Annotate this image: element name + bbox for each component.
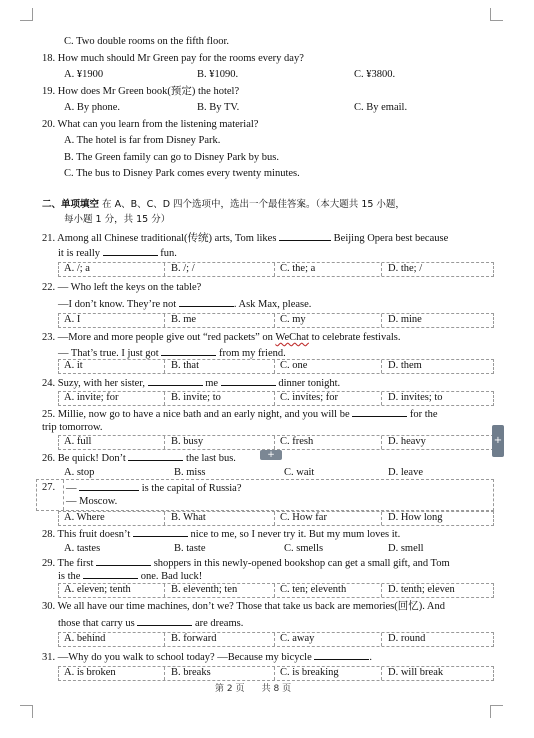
q24-text-c: dinner tonight. [278, 378, 341, 389]
add-inline-button[interactable]: + [260, 450, 282, 460]
q23-text-a: 23. —More and more people give out “red packets” on [42, 332, 273, 343]
q23-text-d: from my friend. [218, 348, 286, 359]
q28-blank [133, 527, 188, 537]
q24-blank-1 [148, 376, 203, 386]
crop-mark-bottom-right [490, 705, 503, 718]
q22-text-a: —I don’t know. They’re not [58, 299, 177, 310]
q19-option-c: C. By email. [354, 102, 408, 113]
q25-options-row [58, 435, 494, 450]
q21-stem-line2 [58, 246, 177, 260]
q23-text-b: to celebrate festivals. [311, 332, 401, 343]
q23-wechat-word: WeChat [275, 332, 309, 343]
section-2-instructions: 在 A、B、C、D 四个选项中，选出一个最佳答案。（本大题共 15 小题， [102, 199, 405, 210]
q30-blank [137, 616, 192, 626]
q31-text-b: . [369, 652, 372, 663]
q30-text-a: those that carry us [58, 618, 135, 629]
q24-option-b[interactable]: B. invite; to [171, 392, 221, 403]
q19-option-b: B. By TV. [197, 102, 240, 113]
q28-text-b: nice to me, so I never try it. But my mum loves it. [190, 529, 401, 540]
q26-option-b[interactable]: B. miss [174, 467, 206, 478]
q30-stem-line2 [58, 616, 243, 630]
q27-option-d[interactable]: D. How long [388, 512, 443, 523]
q18-stem: 18. How much should Mr Green pay for the rooms every day? [42, 53, 304, 64]
q31-option-d[interactable]: D. will break [388, 667, 444, 678]
q26-text-b: the last bus. [186, 453, 236, 464]
q27-text: is the capital of Russia? [141, 483, 242, 494]
q30-option-c[interactable]: C. away [280, 633, 315, 644]
q27-blank [79, 481, 139, 491]
q27-option-a[interactable]: A. Where [64, 512, 105, 523]
q21-text-a: 21. Among all Chinese traditional(传统) arts, Tom likes [42, 233, 277, 244]
q27-dash: — [66, 483, 77, 494]
q30-option-a[interactable]: A. behind [64, 633, 106, 644]
q23-options-row [58, 359, 494, 374]
page-footer [215, 681, 291, 694]
q25-blank [352, 407, 407, 417]
q23-text-c: — That’s true. I just got [58, 348, 159, 359]
q29-option-d[interactable]: D. tenth; eleven [388, 584, 455, 595]
q26-option-c[interactable]: C. wait [284, 467, 315, 478]
q21-option-d[interactable]: D. the; / [388, 263, 423, 274]
q25-text-a: 25. Millie, now go to have a nice bath and an early night, and you will be [42, 409, 350, 420]
crop-mark-top-right [490, 8, 503, 21]
q23-option-b[interactable]: B. that [171, 360, 199, 371]
q21-blank-2 [103, 246, 158, 256]
q24-text-b: me [205, 378, 219, 389]
q22-stem: 22. — Who left the keys on the table? [42, 282, 202, 293]
q29-text-a: 29. The first [42, 558, 94, 569]
q28-stem [42, 527, 400, 541]
q20-option-a: A. The hotel is far from Disney Park. [64, 135, 221, 146]
q29-text-c: is the [58, 571, 81, 582]
q21-text-b: Beijing Opera best because [333, 233, 449, 244]
q21-options-row [58, 262, 494, 277]
q19-option-a: A. By phone. [64, 102, 120, 113]
q29-option-c[interactable]: C. ten; eleventh [280, 584, 347, 595]
q25-option-b[interactable]: B. busy [171, 436, 204, 447]
q21-stem-line1 [42, 231, 448, 245]
q29-stem-line2 [58, 569, 202, 583]
q27-option-c[interactable]: C. How far [280, 512, 327, 523]
q25-option-d[interactable]: D. heavy [388, 436, 426, 447]
q31-option-a[interactable]: A. is broken [64, 667, 116, 678]
q19-stem: 19. How does Mr Green book(预定) the hotel? [42, 86, 240, 97]
section-2-instructions-2: 每小题 1 分，共 15 分） [64, 214, 171, 225]
q30-option-d[interactable]: D. round [388, 633, 426, 644]
q24-text-a: 24. Suzy, with her sister, [42, 378, 146, 389]
q28-option-c[interactable]: C. smells [284, 543, 324, 554]
q18-option-b: B. ¥1090. [197, 69, 239, 80]
q18-option-c: C. ¥3800. [354, 69, 396, 80]
q23-option-c[interactable]: C. one [280, 360, 308, 371]
crop-mark-bottom-left [20, 705, 33, 718]
q30-option-b[interactable]: B. forward [171, 633, 217, 644]
crop-mark-top-left [20, 8, 33, 21]
q27-stem [66, 481, 241, 495]
q31-text-a: 31. —Why do you walk to school today? —Because my bicycle [42, 652, 312, 663]
q28-option-a[interactable]: A. tastes [64, 543, 101, 554]
q31-option-c[interactable]: C. is breaking [280, 667, 339, 678]
q24-stem [42, 376, 340, 390]
q31-stem [42, 650, 372, 664]
q27-option-b[interactable]: B. What [171, 512, 206, 523]
q26-blank [128, 451, 183, 461]
q21-blank-1 [279, 231, 331, 241]
q21-text-c: it is really [58, 248, 100, 259]
q28-text-a: 28. This fruit doesn’t [42, 529, 131, 540]
q30-text-b: are dreams. [194, 618, 244, 629]
q29-blank-2 [83, 569, 138, 579]
q26-text-a: 26. Be quick! Don’t [42, 453, 126, 464]
q24-option-c[interactable]: C. invites; for [280, 392, 339, 403]
q17-option-c: C. Two double rooms on the fifth floor. [64, 36, 230, 47]
q20-option-b: B. The Green family can go to Disney Park by bus. [64, 152, 280, 163]
q26-option-d[interactable]: D. leave [388, 467, 423, 478]
q27-number: 27. [42, 482, 56, 493]
q24-blank-2 [221, 376, 276, 386]
q22-options-row [58, 313, 494, 328]
q21-text-d: fun. [160, 248, 177, 259]
q27-response: — Moscow. [66, 496, 118, 507]
q20-option-c: C. The bus to Disney Park comes every twenty minutes. [64, 168, 300, 179]
q29-blank-1 [96, 556, 151, 566]
q22-option-a[interactable]: A. I [64, 314, 81, 325]
q25-option-c[interactable]: C. fresh [280, 436, 314, 447]
q23-response [58, 346, 286, 360]
section-2-label: 二、单项填空 [42, 199, 100, 210]
q20-stem: 20. What can you learn from the listening material? [42, 119, 259, 130]
q22-option-b[interactable]: B. me [171, 314, 197, 325]
q23-stem [42, 331, 400, 344]
q22-option-d[interactable]: D. mine [388, 314, 422, 325]
q25-stem-line1 [42, 407, 438, 421]
q31-option-b[interactable]: B. breaks [171, 667, 211, 678]
q29-option-b[interactable]: B. eleventh; ten [171, 584, 238, 595]
q28-option-d[interactable]: D. smell [388, 543, 424, 554]
q24-option-a[interactable]: A. invite; for [64, 392, 119, 403]
q30-options-row [58, 632, 494, 647]
q29-option-a[interactable]: A. eleven; tenth [64, 584, 131, 595]
side-expand-tab[interactable]: + [492, 425, 504, 457]
q18-option-a: A. ¥1900 [64, 69, 104, 80]
q22-blank [179, 297, 234, 307]
q29-stem-line1 [42, 556, 450, 570]
q23-option-a[interactable]: A. it [64, 360, 83, 371]
q31-blank [314, 650, 369, 660]
q30-stem-line1: 30. We all have our time machines, don’t we? Those that take us back are memories(回忆). And [42, 601, 445, 612]
q23-blank [161, 346, 216, 356]
q25-text-b: for the [409, 409, 438, 420]
q29-text-b: shoppers in this newly-opened bookshop can get a small gift, and Tom [153, 558, 450, 569]
q25-option-a[interactable]: A. full [64, 436, 92, 447]
q22-response [58, 297, 311, 311]
q21-option-a[interactable]: A. /; a [64, 263, 90, 274]
q23-option-d[interactable]: D. them [388, 360, 422, 371]
q24-option-d[interactable]: D. invites; to [388, 392, 443, 403]
q22-text-b: . Ask Max, please. [233, 299, 312, 310]
page-total: 共 8 页 [261, 684, 292, 694]
section-2-heading [42, 198, 405, 211]
q26-stem [42, 451, 236, 465]
q21-option-b[interactable]: B. /; / [171, 263, 195, 274]
q29-text-d: one. Bad luck! [140, 571, 203, 582]
q21-option-c[interactable]: C. the; a [280, 263, 316, 274]
page-number: 第 2 页 [215, 684, 245, 694]
q26-option-a[interactable]: A. stop [64, 467, 95, 478]
q28-option-b[interactable]: B. taste [174, 543, 206, 554]
q25-stem-line2: trip tomorrow. [42, 422, 103, 433]
q22-option-c[interactable]: C. my [280, 314, 306, 325]
